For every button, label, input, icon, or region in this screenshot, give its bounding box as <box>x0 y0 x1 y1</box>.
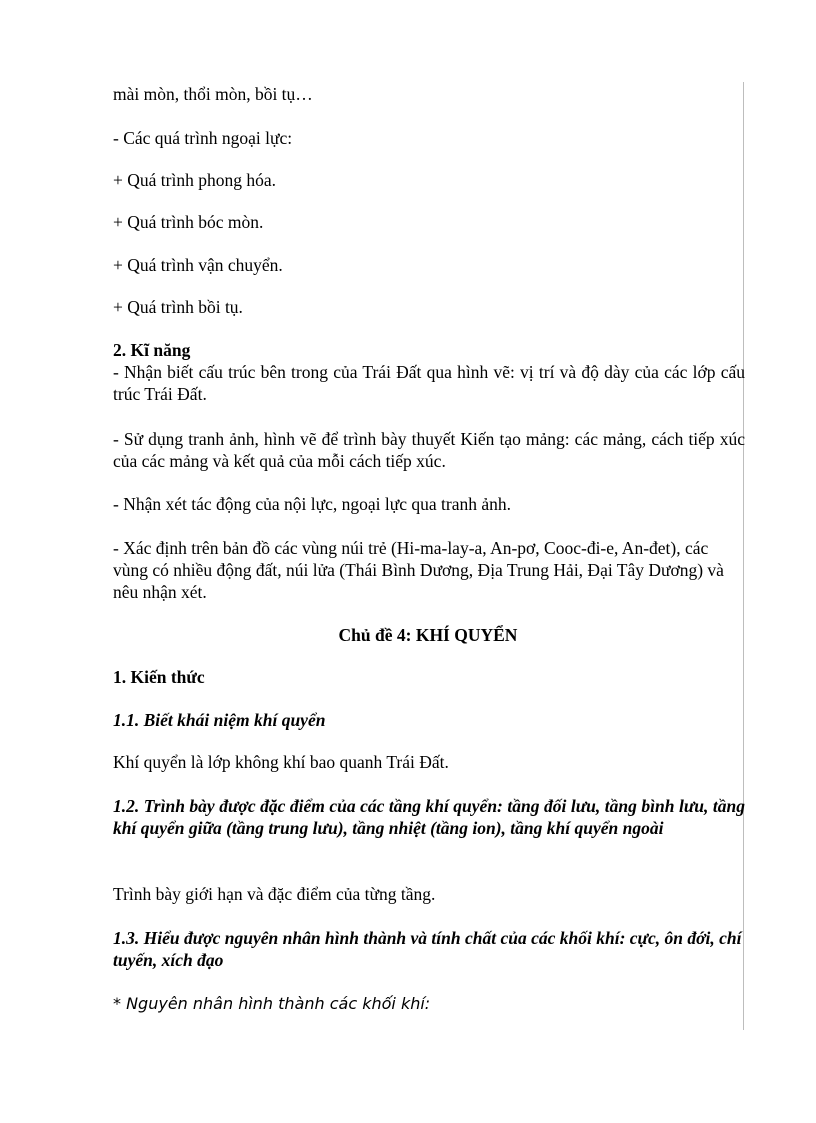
heading-1-3: 1.3. Hiểu được nguyên nhân hình thành và tính chất của các khối khí: cực, ôn đới, chí tuyến, xích đạo <box>113 928 742 970</box>
heading-knowledge: 1. Kiến thức <box>113 667 205 687</box>
topic-title: Chủ đề 4: KHÍ QUYỂN <box>338 625 518 645</box>
list-item-weathering: + Quá trình phong hóa. <box>113 170 276 190</box>
text-1-3: * Nguyên nhân hình thành các khối khí: <box>113 994 431 1013</box>
paragraph-exogenic-processes: - Các quá trình ngoại lực: <box>113 128 293 148</box>
heading-1-1: 1.1. Biết khái niệm khí quyển <box>113 710 326 730</box>
list-item-deposition: + Quá trình bồi tụ. <box>113 297 243 317</box>
heading-skills: 2. Kĩ năng <box>113 340 191 360</box>
list-item-transportation: + Quá trình vận chuyển. <box>113 255 283 275</box>
skill-map-locations: - Xác định trên bản đồ các vùng núi trẻ (Hi-ma-lay-a, An-pơ, Cooc-đi-e, An-đet), các vùng có nhiều động đất, núi lửa (Thái Bình Dương, Địa Trung Hải, Đại Tây Dương) và nêu nhận xét. <box>113 538 724 602</box>
skill-earth-structure: - Nhận biết cấu trúc bên trong của Trái Đất qua hình vẽ: vị trí và độ dày của các lớp cấu trúc Trái Đất. <box>113 362 745 404</box>
paragraph-erosion-types: mài mòn, thổi mòn, bồi tụ… <box>113 84 313 104</box>
text-1-1: Khí quyển là lớp không khí bao quanh Trái Đất. <box>113 752 449 772</box>
heading-1-2: 1.2. Trình bày được đặc điểm của các tầng khí quyển: tầng đối lưu, tầng bình lưu, tầng khí quyển giữa (tầng trung lưu), tầng nhiệt (tầng ion), tầng khí quyển ngoài <box>113 796 745 838</box>
skill-forces-assessment: - Nhận xét tác động của nội lực, ngoại lực qua tranh ảnh. <box>113 494 512 514</box>
skill-plate-tectonics: - Sử dụng tranh ảnh, hình vẽ để trình bày thuyết Kiến tạo mảng: các mảng, cách tiếp xúc của các mảng và kết quả của mỗi cách tiếp xúc. <box>113 429 745 471</box>
list-item-denudation: + Quá trình bóc mòn. <box>113 212 264 232</box>
text-1-2: Trình bày giới hạn và đặc điểm của từng tầng. <box>113 884 436 904</box>
